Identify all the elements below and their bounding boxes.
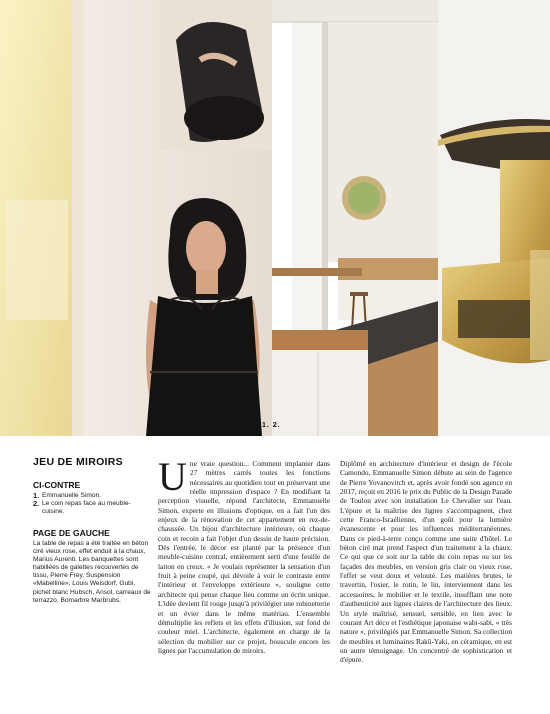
- caption-item-text: Le coin repas face au meuble-cuisine.: [42, 500, 131, 515]
- page-gauche-text: La table de repas a été traitée en béton ciré vieux rose, effet enduit à la chaux, Marius Aurenti. Les banquettes sont habillées de galettes recouvertes de tissu, Pierre Frey. Suspension «Mabelline», Louis Weisdorf, Gubi, pichet blanc Hubsch, Ansol, carreaux de terrazzo, Bomarbre Marbrubs.: [33, 540, 151, 604]
- photo-caption-numbers: 1. 2.: [262, 422, 281, 429]
- caption-item: [33, 500, 151, 516]
- caption-sidebar: [33, 456, 151, 605]
- drop-cap: U: [158, 454, 187, 499]
- caption-item-number: 2.: [33, 499, 40, 508]
- caption-item-text: Emmanuelle Simon.: [42, 492, 102, 499]
- page-gauche-heading: PAGE DE GAUCHE: [33, 528, 110, 538]
- ci-contre-list: [33, 492, 151, 516]
- article-text-2: Diplômé en architecture d'intérieur et design de l'école Camondo, Emmanuelle Simon débute au sein de l'agence de Pierre Yovanovitch et, après avoir fondé son agence en 2017, reçoit en 2016 le prix du Public de la Design Parade de Toulon avec son installation Le Chevalier sur l'eau. L'épure et la maîtrise des lignes s'accompagnent, chez cette Franco-Israélienne, d'un goût pour la lumière évanescente et pour les influences méditerranéennes. Dans ce pied-à-terre conçu comme une suite d'hôtel. Le béton ciré mat prend l'aspect d'un traitement à la chaux. Ce qui que ce soit sur la table du coin repas ou sur les façades des meubles, en version gris clair ou vieux rose, l'effet se veut doux et velouté. Les matières brutes, le travertin, l'osier, le rotin, le lin, interviennent dans les accessoires, le mobilier et le textile, insufflant une note d'authenticité aux lignes claires de l'architecture des lieux. Un style maîtrisé, sensuel, sensible, en lien avec le courant Art déco et l'esthétique japonaise wabi-sabi, « très nature », privilégiés par Emmanuelle Simon. Sa collection de meubles et luminaires Rakū-Yaki, en céramique, en est un autre témoignage. Un concentré de sophistication et d'épure.: [340, 459, 512, 665]
- article-column-2: [340, 459, 512, 665]
- caption-item-number: 1.: [33, 491, 40, 500]
- article-column-1: [158, 454, 330, 655]
- caption-item: [33, 492, 151, 500]
- article-text-1: ne vraie question... Comment implanter dans 27 mètres carrés toutes les fonctions nécessaires au quotidien tout en préservant une réelle impression d'espace ? En modifiant la perception visuelle, répond l'architecte, Emmanuelle Simon, experte en illusions d'optique, en a fait l'un des enjeux de la rénovation de cet appartement en rez-de-chaussée. Un bijou d'architecture intérieure, où chaque coin et recoin a fait l'objet d'un dessin de haute précision. Dès l'entrée, le décor est planté par la présence d'un meuble-cuisine central, entièrement serti d'une feuille de laiton en creux. « Je voulais représenter la sensation d'un fruit à peine coupé, qui dévoile à voir le contraste entre l'intérieur et l'enveloppe extérieure », souligne cette architecte qui pense chaque lieu comme un écrin unique. L'idée devient fil rouge jusqu'à privilégier une robinetterie et un évier dans le même matériau. L'ensemble démultiplie les reflets et les effets d'illusion, sur fond de couleur miel. L'architecte, également en charge de la sélection du mobilier sur ce projet, bouscule encore les lignes par l'accumulation de miroirs.: [158, 459, 330, 655]
- sidebar-title: JEU DE MIROIRS: [33, 456, 123, 468]
- ci-contre-heading: CI-CONTRE: [33, 480, 81, 490]
